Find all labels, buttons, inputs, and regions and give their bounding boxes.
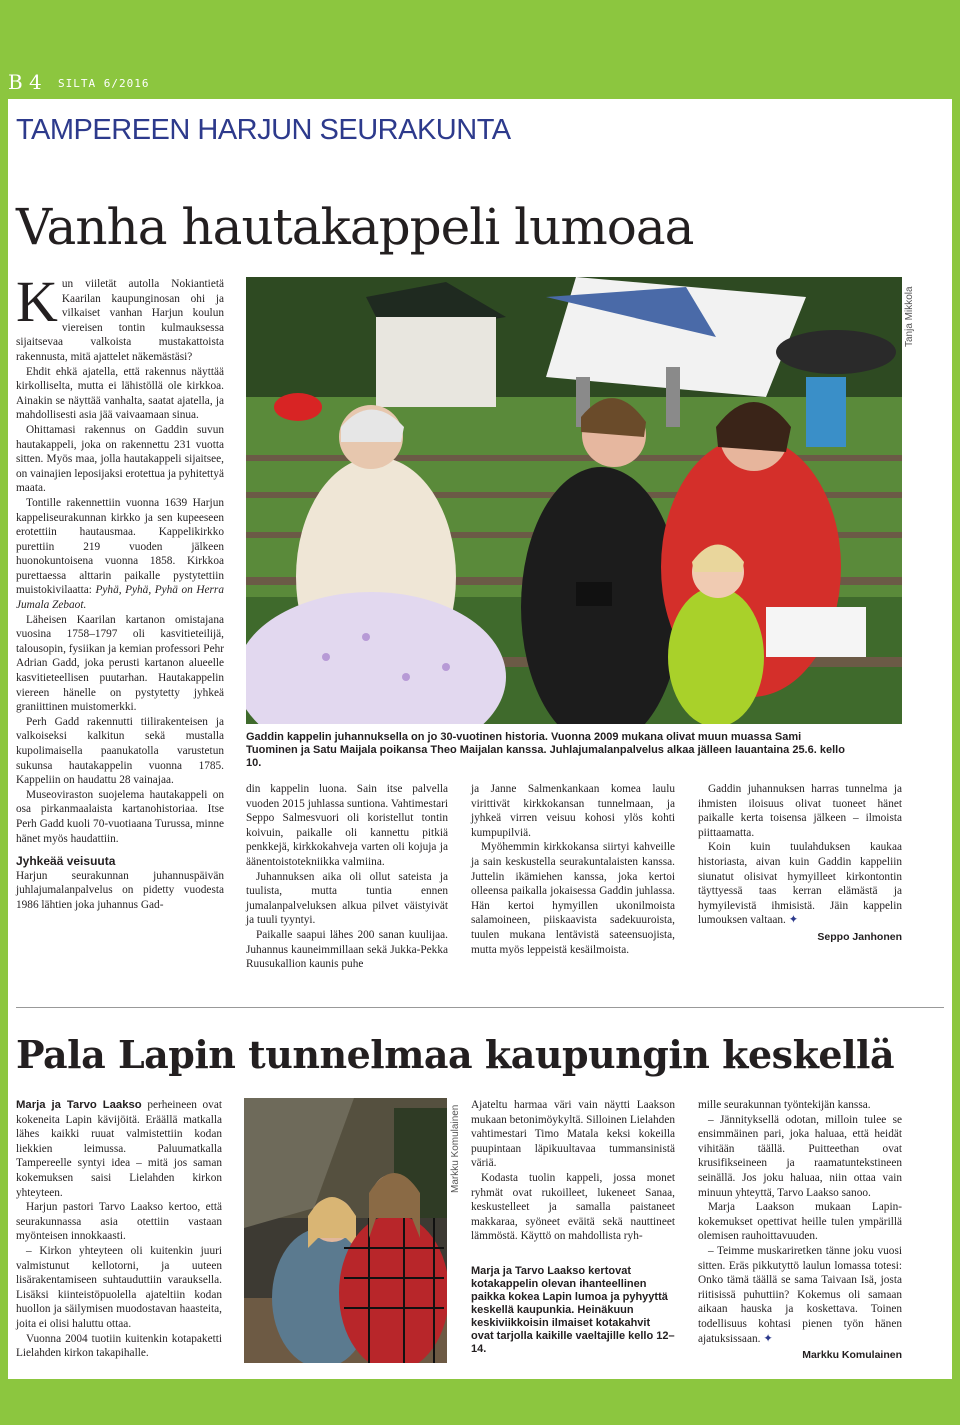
- paragraph: [16, 1098, 222, 1200]
- section-title: TAMPEREEN HARJUN SEURAKUNTA: [16, 114, 511, 146]
- drop-cap: K: [16, 269, 58, 334]
- photo-credit: Markku Komulainen: [450, 1104, 461, 1193]
- headline-article2: Pala Lapin tunnelmaa kaupungin keskellä: [16, 1032, 895, 1077]
- headline-article1: Vanha hautakappeli lumoaa: [16, 198, 694, 256]
- paragraph-text: – Teimme muskariretken tänne joku vuosi sitten. Eräs pikkutyttö laulun lomassa totesi: Onko tämä täällä se sama Taivaan Isä, josta riitisissä puhuttiin? Kokemus oli samaan aikaan hauska ja koskettava. Toinen todellisuus kohtasi pienen työn hänen ajatuksissaan.: [698, 1244, 902, 1345]
- paragraph: Museoviraston suojelema hautakappeli on osa pirkanmaalaista kartanohistoriaa. Itse Perh Gadd kuoli 70-vuotiaana Turussa, minne hänet myös haudattiin.: [16, 788, 224, 845]
- paragraph: Vuonna 2004 tuotiin kuitenkin kotapaketti Lielahden kirkon takapihalle.: [16, 1332, 222, 1360]
- author-signature: Markku Komulainen: [802, 1349, 902, 1362]
- photo-caption: Marja ja Tarvo Laakso kertovat kotakappelin olevan ihanteellinen paikka kokea Lapin lumoa ja pyhyyttä keskellä kaupunkia. Heinäkuun keskiviikkoisin ilmaiset kotakahvit ovat tarjolla kaikille vaeltajille kello 12–14.: [471, 1265, 675, 1355]
- paragraph: Juhannuksen aika oli ollut sateista ja tuulista, mutta tuntia ennen jumalanpalveluksen alkua pilvet väistyivät ja tuuli tyyntyi.: [246, 870, 448, 927]
- paragraph-text: Tontille rakennettiin vuonna 1639 Harjun kappeliseurakunnan kirkko ja sen kupeeseen erotettiin hautausmaa. Kappelikirkko purettiin 219 vuoden jälkeen huonokuntoisena vuonna 1858. Kirkkoa purettaessa alttarin paikalle pystytettiin muistokivilaatta:: [16, 496, 224, 597]
- star-icon: ✦: [763, 1332, 773, 1345]
- article1-column1: [16, 269, 224, 913]
- paragraph-text: Koin kuin tuulahduksen kaukaa historiasta, aivan kuin Gaddin kappeliin siunatut olisivat hymyilleet kirkontontin täyttyessä taas kerran elämästä ja hymyilevistä ihmisistä. Jäin kappelin lumouksen valtaan.: [698, 841, 902, 927]
- paragraph: Harjun seurakunnan juhannuspäivän juhlajumalanpalvelus on pidetty vuodesta 1986 lähtien joka juhannus Gad-: [16, 869, 224, 911]
- paragraph: Kodasta tuolin kappeli, jossa monet ryhmät ovat rukoilleet, lukeneet Sanaa, keskustelleet ja samalla paistaneet makkaraa, syöneet eväitä sekä nauttineet lämmöstä. Käyttö on mahdollista ryh-: [471, 1171, 675, 1243]
- paragraph: Ehdit ehkä ajatella, että rakennus näyttää kirkolliselta, mutta ei lähistöllä ole kirkkoa. Ainakin se näyttää vanhalta, saatat ajatella, ja mahdollisesti asia jää vaivaamaan sinua.: [16, 365, 224, 422]
- paragraph: din kappelin luona. Sain itse palvella vuoden 2015 juhlassa suntiona. Vahtimestari Seppo Salmesvuori oli koristellut tontin koivuin, paikalle oli kannettu pitkiä penkkejä, kirkkokahveja varten oli kojuja ja äänentoistotekniikka valmiina.: [246, 783, 448, 868]
- article1-column4: [698, 782, 902, 945]
- paragraph: ja Janne Salmenkankaan komea laulu virittivät kirkkokansan tunnelmaan, ja jyhkeä virren veisuu kohosi ylös kohti kumpupilviä.: [471, 783, 675, 839]
- paragraph: Perh Gadd rakennutti tiilirakenteisen ja valkoiseksi kalkitun sekä mustalla kupolimaisella paanukatolla varustetun sukunsa hautakappelin vuonna 1785. Kappeliin on haudattu 28 vainajaa.: [16, 715, 224, 787]
- paragraph: [16, 496, 224, 613]
- stone-inscription: Pyhä, Pyhä, Pyhä on Herra Jumala Zebaot.: [16, 584, 224, 612]
- photo-laakso-couple: [244, 1098, 447, 1363]
- paragraph: Marja Laakson mukaan Lapin-kokemukset opettivat heille tulen ympärillä olemisen rauhoittavuuden.: [698, 1201, 902, 1243]
- paragraph: – Jännityksellä odotan, milloin tulee se ensimmäinen pari, joka haluaa, että heidät vihitään täällä. Puitteethan ovat krusifikseineen ja raamatuntekstineen seinällä. Jos joku haluaa, niin ottaa vain minuun yhteyttä, Tarvo Laakso sanoo.: [698, 1113, 902, 1199]
- paragraph-text: perheineen ovat kokeneita Lapin kävijöitä. Eräällä matkalla lähes kaikki ruuat valmistettiin kodan liekkien leimussa. Paluumatkalla Tampereelle syntyi idea – mitä jos saman kokemuksen saisi Lielahden kirkon yhteyteen.: [16, 1099, 222, 1199]
- photo-caption: Gaddin kappelin juhannuksella on jo 30-vuotinen historia. Vuonna 2009 mukana olivat muun muassa Sami Tuominen ja Satu Maijala poikansa Theo Maijalan kanssa. Juhlajumalanpalvelus alkaa jälleen lauantaina 25.6. kello 10.: [246, 731, 845, 769]
- lead-names: Marja ja Tarvo Laakso: [16, 1099, 142, 1111]
- paragraph: Harjun pastori Tarvo Laakso kertoo, että seurakunnassa asia otettiin vastaan myönteisen innokkaasti.: [16, 1201, 222, 1243]
- photo-credit: Tanja Mikkola: [904, 286, 915, 347]
- paragraph: Paikalle saapui lähes 200 sanan kuulijaa. Juhannus kauneimmillaan sekä Jukka-Pekka Ruusukallion kaunis puhe: [246, 928, 448, 971]
- photo-gadd-chapel-celebration: [246, 277, 902, 724]
- top-banner: [0, 0, 960, 99]
- article2-column2: [471, 1098, 675, 1244]
- star-icon: ✦: [788, 914, 799, 927]
- paragraph: Läheisen Kaarilan kartanon omistajana vuosina 1758–1797 oli kasvitieteilijä, talousopin, fysiikan ja kemian professori Pehr Adrian Gadd, joka perusti kartanon alueelle kasvitieteellisen puutarhan. Hautakappelin viereen hänelle on pystytetty jyhkeä graniittinen muistomerkki.: [16, 613, 224, 714]
- author-signature: Seppo Janhonen: [817, 930, 902, 943]
- article1-column3: [471, 782, 675, 957]
- article2-column1: [16, 1098, 222, 1361]
- paragraph: Ajateltu harmaa väri vain näytti Laakson mukaan betonimöykyltä. Silloinen Lielahden vahtimestari Timo Matala keksi kokeilla puupintaan läpikuultavaa tummansinistä väriä.: [471, 1099, 675, 1170]
- paragraph: mille seurakunnan työntekijän kanssa.: [698, 1099, 871, 1111]
- paragraph: Myöhemmin kirkkokansa siirtyi kahveille ja sain keskustella seurakuntalaisten kanssa. Juttelin ikämiehen kanssa, joka kertoi olleensa paikalla jokaisessa Gaddin juhlassa. Hän kertoi hymyillen ukonilmoista salamoineen, piiskaavista sadekuuroista, tuulen mukana lentävistä sateensuojista, mutta myös leppeistä kesäilmoista.: [471, 841, 675, 956]
- paragraph: [698, 1244, 902, 1346]
- paragraph: Gaddin juhannuksen harras tunnelma ja ihmisten iloisuus olivat tuoneet hänet paikalle kerta toisensa jälkeen – ilmoista piittaamatta.: [698, 783, 902, 839]
- paragraph: Ohittamasi rakennus on Gaddin suvun hautakappeli, joka on rakennettu 231 vuotta sitten. Myös maa, jolla hautakappeli sijaitsee, on vainajien leposijaksi erotettua ja pyhitettyä maata.: [16, 423, 224, 495]
- paragraph: un viiletät autolla Nokiantietä Kaarilan kaupunginosan ohi ja vilkaiset vanhan Harjun koulun viereisen tontin kulmauksessa sijaitsevaa valkoista mustakattoista rakennusta, mitä ajattelet näkemästäsi?: [16, 278, 224, 363]
- paragraph: – Kirkon yhteyteen oli kuitenkin juuri valmistunut kellotorni, ja uuteen lisärakentamiseen suhtauduttiin varauksella. Lisäksi kiinteistöpuolella ajateltiin kodan huollon ja säilymisen muodostavan haasteita, joita ei olisi haluttu ottaa.: [16, 1244, 222, 1330]
- article-divider: [16, 1007, 944, 1008]
- article1-column2: [246, 782, 448, 972]
- issue-label: SILTA 6/2016: [58, 77, 150, 90]
- subheading: Jyhkeää veisuuta: [16, 854, 116, 869]
- page-number: B 4: [8, 70, 42, 94]
- paragraph: [698, 840, 902, 928]
- article2-column3: [698, 1098, 902, 1363]
